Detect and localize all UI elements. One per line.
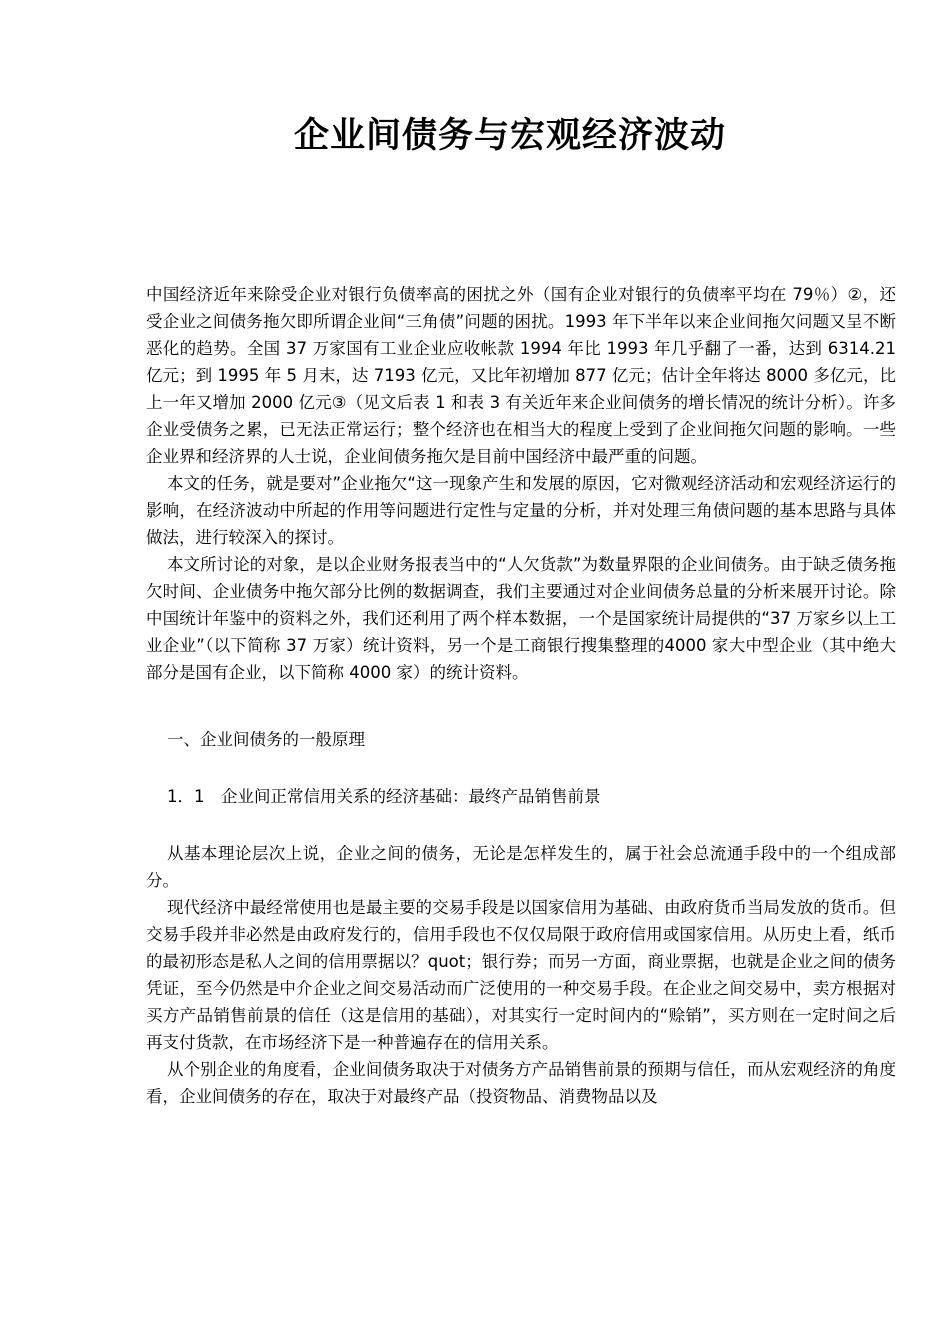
paragraph-trade-means: 现代经济中最经常使用也是最主要的交易手段是以国家信用为基础、由政府货币当局发放的货币。但交易手段并非必然是由政府发行的，信用手段也不仅仅局限于政府信用或国家信用。从历史上看，纸币的最初形态是私人之间的信用票据以？quot；银行券；而另一方面，商业票据，也就是企业之间的债务凭证，至今仍然是中介企业之间交易活动而广泛使用的一种交易手段。在企业之间交易中，卖方根据对买方产品销售前景的信任（这是信用的基础），对其实行一定时间内的“赊销”，买方则在一定时间之后再支付货款，在市场经济下是一种普遍存在的信用关系。 bbox=[146, 898, 896, 1052]
paragraph-macro-view: 从个别企业的角度看，企业间债务取决于对债务方产品销售前景的预期与信任，而从宏观经济的角度看，企业间债务的存在，取决于对最终产品（投资物品、消费物品以及 bbox=[146, 1060, 896, 1106]
paragraph-theory: 从基本理论层次上说，企业之间的债务，无论是怎样发生的，属于社会总流通手段中的一个组成部分。 bbox=[146, 844, 896, 890]
paragraph-scope: 本文所讨论的对象，是以企业财务报表当中的“人欠货款”为数量界限的企业间债务。由于缺乏债务拖欠时间、企业债务中拖欠部分比例的数据调查，我们主要通过对企业间债务总量的分析来展开讨论。除中国统计年鉴中的资料之外，我们还利用了两个样本数据，一个是国家统计局提供的“37 万家乡以上工业企业”（以下简称 37 万家）统计资料，另一个是工商银行搜集整理的4000 家大中型企业（其中绝大部分是国有企业，以下简称 4000 家）的统计资料。 bbox=[146, 555, 896, 682]
subsection-heading-1-1: 1．1 企业间正常信用关系的经济基础：最终产品销售前景 bbox=[167, 787, 601, 806]
document-body bbox=[146, 281, 896, 1110]
section-heading-1: 一、企业间债务的一般原理 bbox=[167, 730, 365, 749]
paragraph-task: 本文的任务，就是要对”企业拖欠“这一现象产生和发展的原因，它对微观经济活动和宏观经济运行的影响，在经济波动中所起的作用等问题进行定性与定量的分析，并对处理三角债问题的基本思路与具体做法，进行较深入的探讨。 bbox=[146, 474, 896, 547]
document-title: 企业间债务与宏观经济波动 bbox=[293, 115, 726, 156]
paragraph-intro: 中国经济近年来除受企业对银行负债率高的困扰之外（国有企业对银行的负债率平均在 79％）②，还受企业之间债务拖欠即所谓企业间“三角债”问题的困扰。1993 年下半年以来企业间拖欠问题又呈不断恶化的趋势。全国 37 万家国有工业企业应收帐款 1994 年比 1993 年几乎翻了一番，达到 6314.21 亿元；到 1995 年 5 月末，达 7193 亿元，又比年初增加 877 亿元；估计全年将达 8000 多亿元，比上一年又增加 2000 亿元③（见文后表 1 和表 3 有关近年来企业间债务的增长情况的统计分析）。许多企业受债务之累，已无法正常运行；整个经济也在相当大的程度上受到了企业间拖欠问题的影响。一些企业界和经济界的人士说，企业间债务拖欠是目前中国经济中最严重的问题。 bbox=[146, 285, 896, 466]
